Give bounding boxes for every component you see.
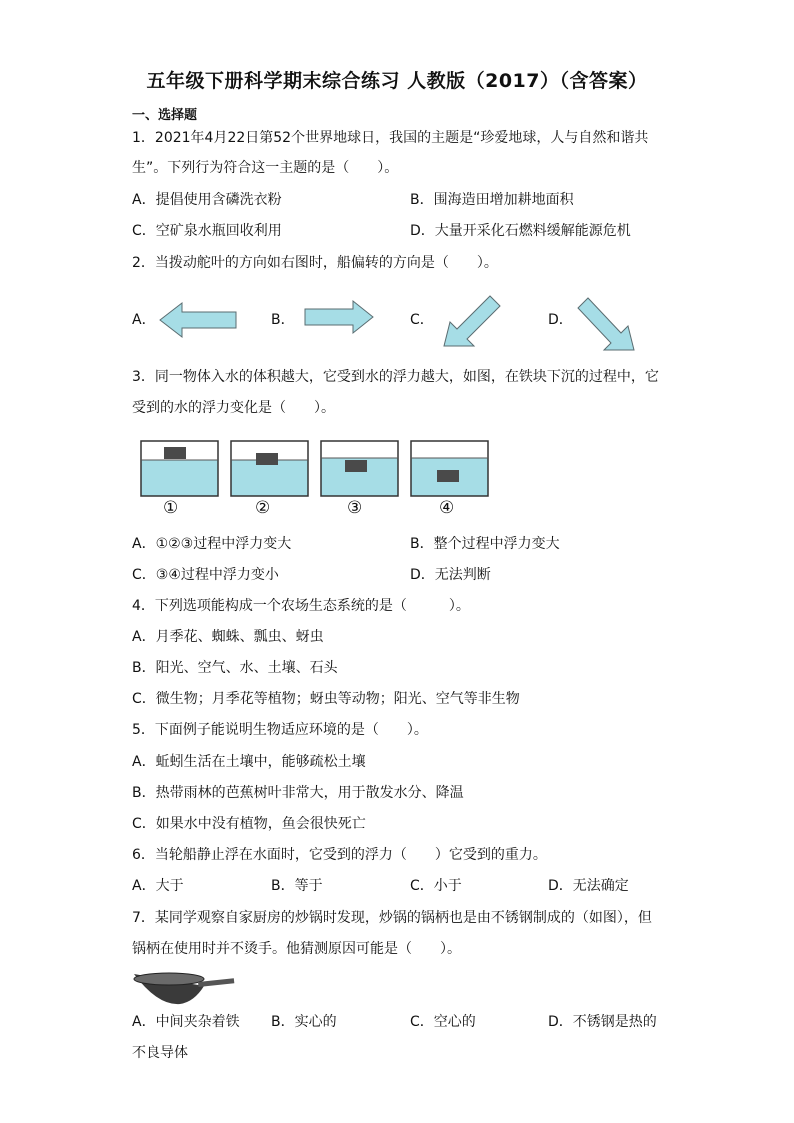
beaker-3-label: ③ [347, 498, 363, 518]
q6-option-b: B．等于 [271, 878, 323, 894]
q1-stem-line2: 生”。下列行为符合这一主题的是（ ）。 [132, 160, 399, 176]
q3-option-d: D．无法判断 [410, 567, 491, 583]
q5-option-c: C．如果水中没有植物，鱼会很快死亡 [132, 816, 366, 832]
beaker-1-diagram [140, 440, 220, 498]
section-heading: 一、选择题 [132, 108, 198, 123]
beaker-4-diagram [410, 440, 490, 498]
q1-option-b: B．围海造田增加耕地面积 [410, 192, 574, 208]
q6-option-d: D．无法确定 [548, 878, 629, 894]
q4-option-b: B．阳光、空气、水、土壤、石头 [132, 660, 338, 676]
q7-option-a: A．中间夹杂着铁 [132, 1014, 240, 1030]
page-title: 五年级下册科学期末综合练习 人教版（2017）（含答案） [146, 70, 648, 92]
q5-option-a: A．蚯蚓生活在土壤中，能够疏松土壤 [132, 754, 366, 770]
q3-stem-line1: 3．同一物体入水的体积越大，它受到水的浮力越大，如图，在铁块下沉的过程中，它 [132, 369, 659, 385]
q3-option-a: A．①②③过程中浮力变大 [132, 536, 292, 552]
arrow-down-left-icon [442, 294, 502, 348]
q3-stem-line2: 受到的水的浮力变化是（ ）。 [132, 400, 335, 416]
q2-option-a: A． [132, 312, 156, 328]
q2-stem: 2．当拨动舵叶的方向如右图时，船偏转的方向是（ ）。 [132, 255, 498, 271]
q4-stem: 4．下列选项能构成一个农场生态系统的是（ ）。 [132, 598, 470, 614]
q7-option-d: D．不锈钢是热的 [548, 1014, 657, 1030]
q2-option-d: D． [548, 312, 573, 328]
q1-option-c: C．空矿泉水瓶回收利用 [132, 223, 282, 239]
q6-option-a: A．大于 [132, 878, 184, 894]
beaker-4-label: ④ [439, 498, 455, 518]
q7-stem-line1: 7．某同学观察自家厨房的炒锅时发现，炒锅的锅柄也是由不锈钢制成的（如图），但 [132, 910, 652, 926]
arrow-down-right-icon [576, 296, 636, 352]
q5-stem: 5．下面例子能说明生物适应环境的是（ ）。 [132, 722, 428, 738]
q7-option-c: C．空心的 [410, 1014, 476, 1030]
q4-option-a: A．月季花、蜘蛛、瓢虫、蚜虫 [132, 629, 324, 645]
q3-option-b: B．整个过程中浮力变大 [410, 536, 560, 552]
q1-option-d: D．大量开采化石燃料缓解能源危机 [410, 223, 631, 239]
q1-option-a: A．提倡使用含磷洗衣粉 [132, 192, 282, 208]
q7-option-b: B．实心的 [271, 1014, 337, 1030]
q6-stem: 6．当轮船静止浮在水面时，它受到的浮力（ ）它受到的重力。 [132, 847, 547, 863]
q5-option-b: B．热带雨林的芭蕉树叶非常大，用于散发水分、降温 [132, 785, 464, 801]
q7-option-d-continued: 不良导体 [132, 1045, 188, 1061]
q2-option-c: C． [410, 312, 434, 328]
q2-option-b: B． [271, 312, 295, 328]
q4-option-c: C．微生物；月季花等植物；蚜虫等动物；阳光、空气等非生物 [132, 691, 520, 707]
beaker-2-diagram [230, 440, 310, 498]
beaker-1-label: ① [163, 498, 179, 518]
arrow-left-icon [158, 300, 238, 340]
beaker-3-diagram [320, 440, 400, 498]
q1-stem-line1: 1．2021年4月22日第52个世界地球日，我国的主题是“珍爱地球，人与自然和谐共 [132, 130, 649, 146]
q7-stem-line2: 锅柄在使用时并不烫手。他猜测原因可能是（ ）。 [132, 941, 461, 957]
beaker-2-label: ② [255, 498, 271, 518]
q6-option-c: C．小于 [410, 878, 462, 894]
wok-image [132, 966, 236, 1008]
arrow-right-icon [303, 298, 375, 336]
q3-option-c: C．③④过程中浮力变小 [132, 567, 279, 583]
